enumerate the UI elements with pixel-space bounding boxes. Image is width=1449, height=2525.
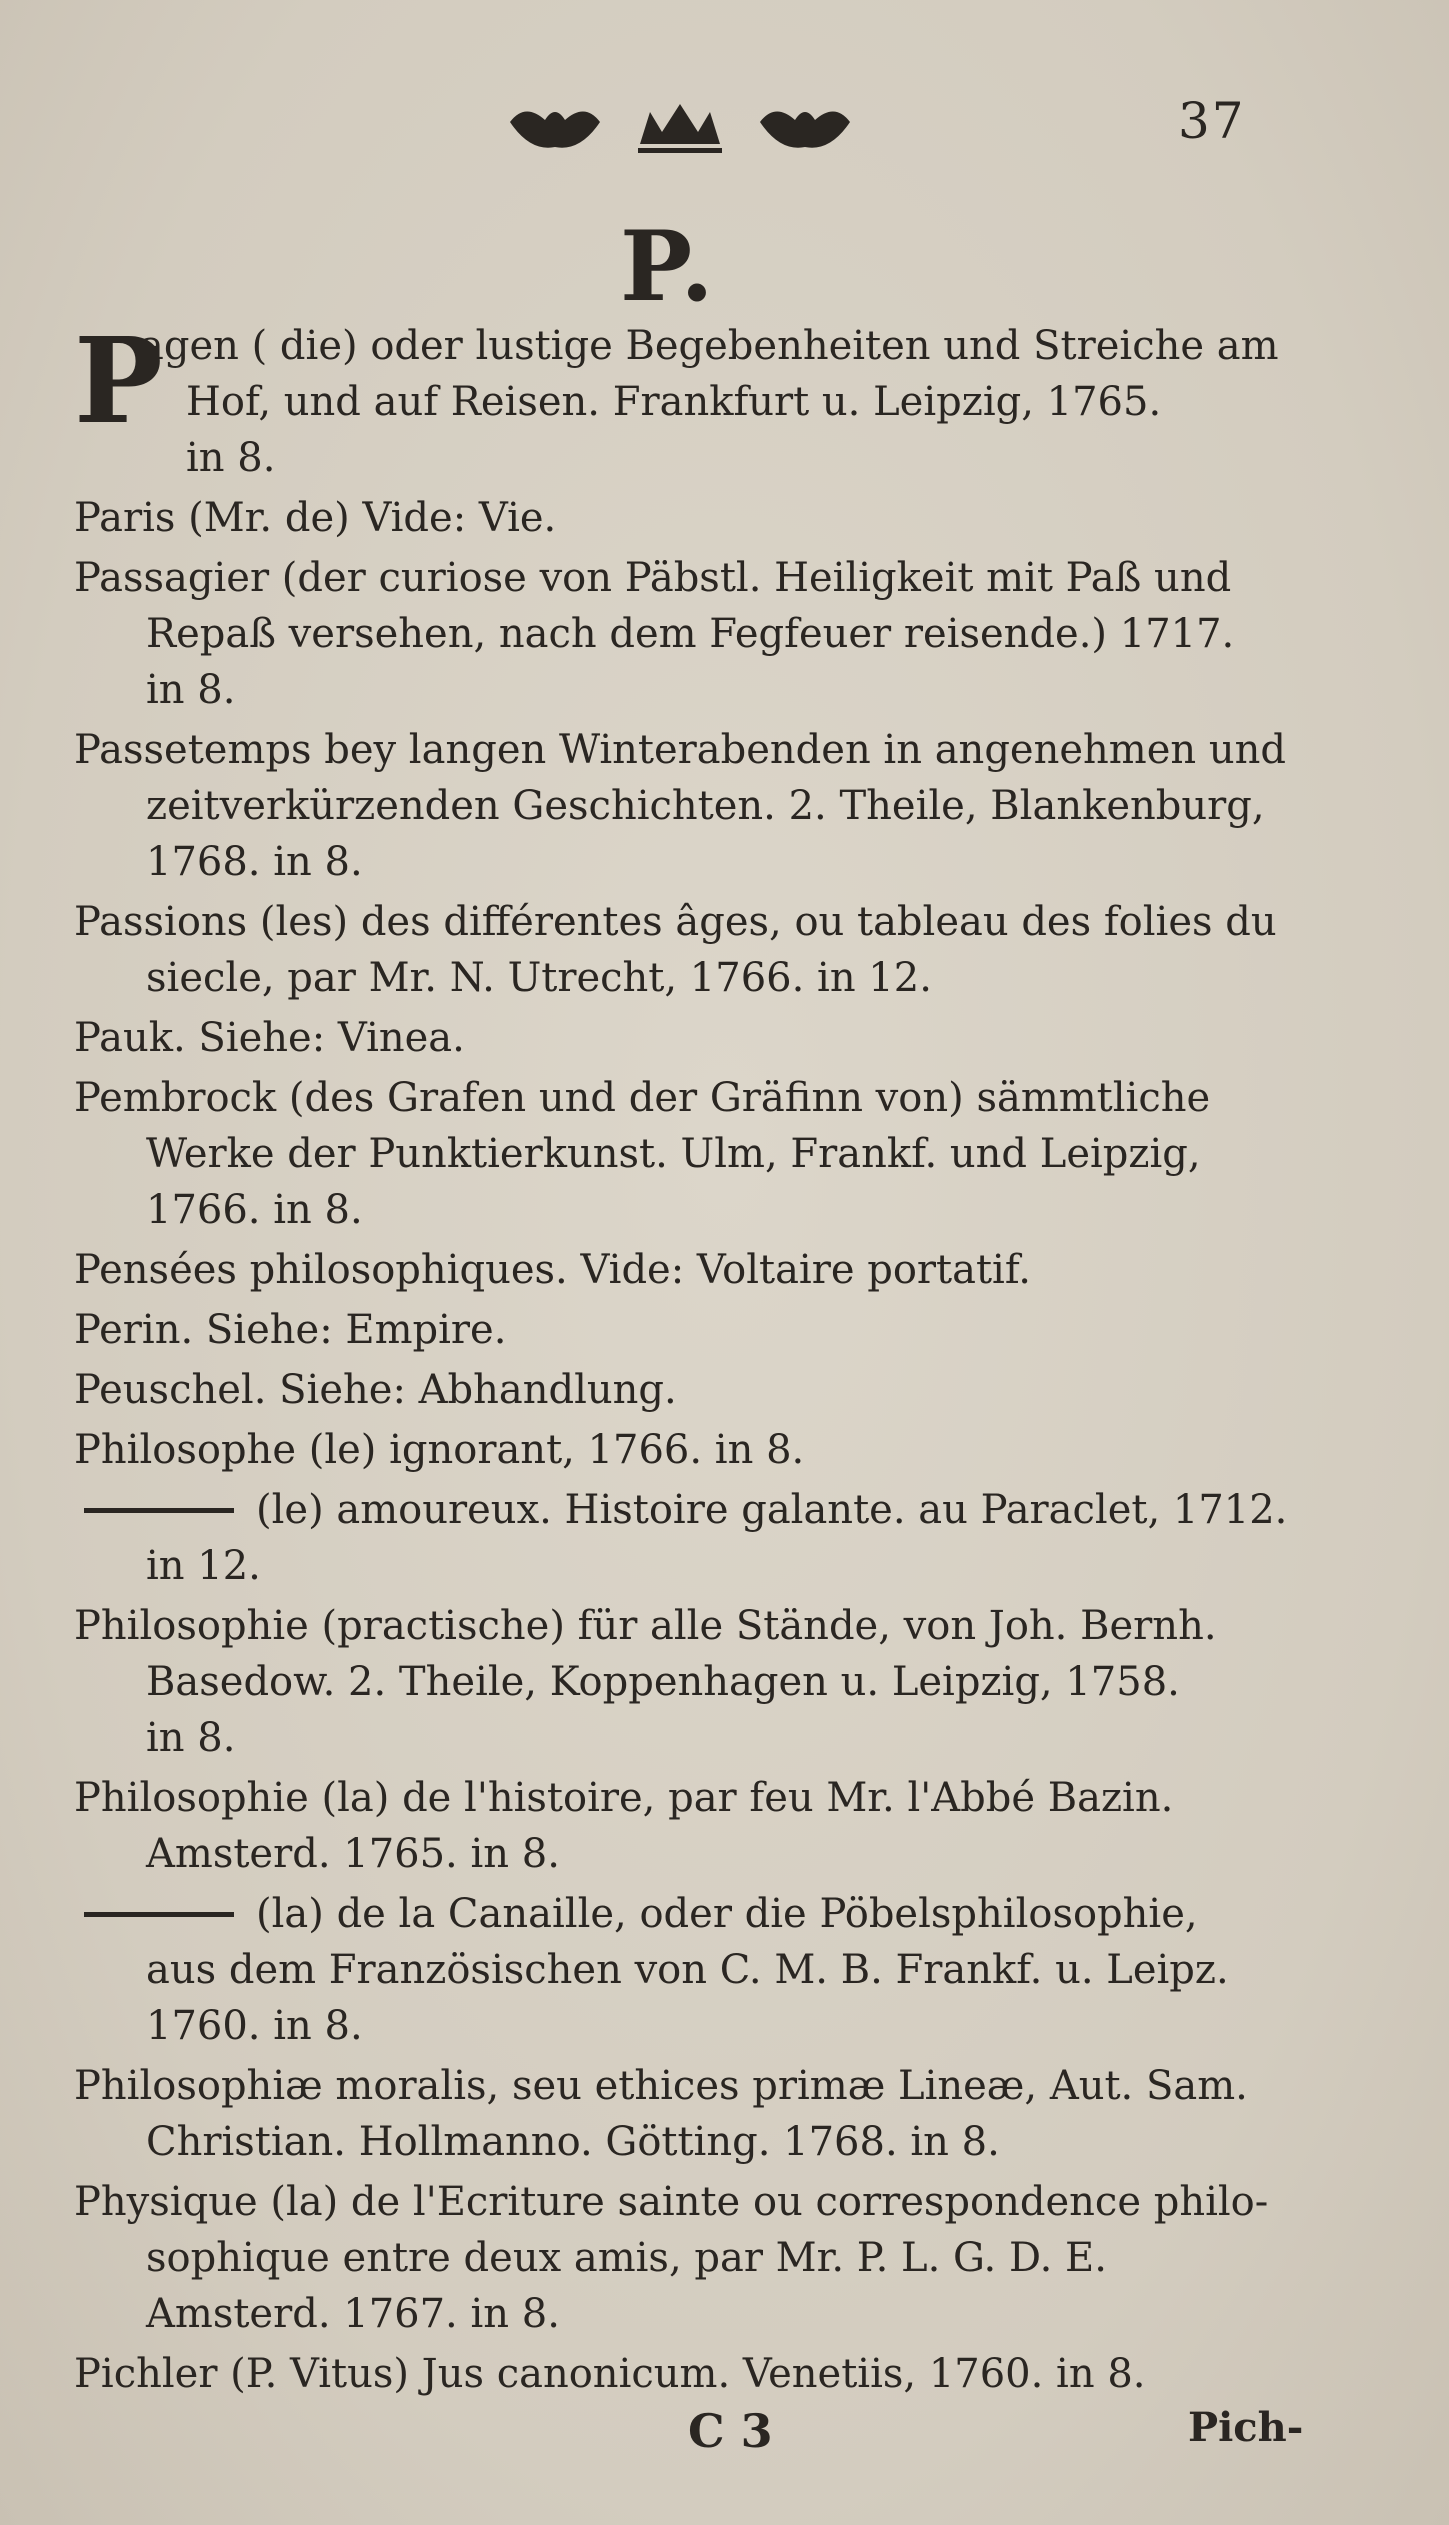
entry-line [74,550,1364,606]
catalog-entries [74,311,1364,2406]
entry-line [74,722,1364,778]
entry-text: 1768. in 8. [146,839,363,885]
drop-initial: P [74,311,163,450]
entry-text: 1760. in 8. [146,2003,363,2049]
entry-text: in 8. [146,667,236,713]
entry-text: siecle, par Mr. N. Utrecht, 1766. in 12. [146,955,932,1001]
entry-line [74,1538,1364,1594]
entry-line [74,490,1364,546]
entry-text: Repaß versehen, nach dem Fegfeuer reisende.) 1717. [146,611,1235,657]
entry-line [74,1886,1364,1942]
catalog-entry [74,722,1364,890]
entry-line [74,2230,1364,2286]
entry-text: Pembrock (des Grafen und der Gräfinn von) sämmtliche [74,1075,1211,1121]
entry-line [74,1770,1364,1826]
signature-mark: C 3 [688,2404,773,2458]
entry-line [74,1482,1364,1538]
entry-text: Passetemps bey langen Winterabenden in angenehmen und [74,727,1286,773]
entry-text: Paris (Mr. de) Vide: Vie. [74,495,557,541]
catalog-entry [74,1886,1364,2054]
entry-text: 1766. in 8. [146,1187,363,1233]
section-letter: P. [620,210,718,323]
entry-text: aus dem Französischen von C. M. B. Frankf. u. Leipz. [146,1947,1229,1993]
entry-line [74,834,1364,890]
entry-text: agen ( die) oder lustige Begebenheiten und Streiche am [140,323,1279,369]
catchword: Pich- [1188,2404,1304,2451]
entry-text: (le) amoureux. Histoire galante. au Paraclet, 1712. [256,1487,1288,1533]
catalog-entry [74,550,1364,718]
entry-line [74,1126,1364,1182]
entry-line [74,2174,1364,2230]
entry-text: Philosophie (la) de l'histoire, par feu Mr. l'Abbé Bazin. [74,1775,1174,1821]
catalog-entry [74,1770,1364,1882]
entry-line [74,1710,1364,1766]
entry-text: Peuschel. Siehe: Abhandlung. [74,1367,677,1413]
entry-line [74,1942,1364,1998]
catalog-entry [74,2058,1364,2170]
entry-text: in 8. [146,1715,236,1761]
catalog-entry [74,1482,1364,1594]
entry-text: Philosophie (practische) für alle Stände, von Joh. Bernh. [74,1603,1217,1649]
entry-line [74,1302,1364,1358]
crown-ornament-icon [500,92,860,162]
catalog-entry [74,311,1364,486]
entry-text: in 8. [186,435,276,481]
catalog-entry [74,1302,1364,1358]
right-ornament-shape [760,111,850,147]
entry-text: Passagier (der curiose von Päbstl. Heiligkeit mit Paß und [74,555,1232,601]
entry-line [74,1998,1364,2054]
entry-line [74,606,1364,662]
catalog-entry [74,2174,1364,2342]
entry-text: Pauk. Siehe: Vinea. [74,1015,465,1061]
page-number: 37 [1178,92,1246,150]
entry-text: Amsterd. 1765. in 8. [146,1831,560,1877]
entry-line [74,2058,1364,2114]
catalog-entry [74,1070,1364,1238]
catalog-entry [74,1422,1364,1478]
entry-line [140,430,1364,486]
entry-text: Philosophe (le) ignorant, 1766. in 8. [74,1427,805,1473]
entry-text: Pensées philosophiques. Vide: Voltaire portatif. [74,1247,1031,1293]
entry-line [140,374,1364,430]
entry-line [74,894,1364,950]
entry-line [74,778,1364,834]
entry-line [74,1242,1364,1298]
entry-text: Werke der Punktierkunst. Ulm, Frankf. und Leipzig, [146,1131,1201,1177]
entry-text: Pichler (P. Vitus) Jus canonicum. Venetiis, 1760. in 8. [74,2351,1146,2397]
entry-text: (la) de la Canaille, oder die Pöbelsphilosophie, [256,1891,1198,1937]
entry-line [74,1422,1364,1478]
entry-line [74,2114,1364,2170]
center-crown-base [638,148,722,153]
entry-line [74,2346,1364,2402]
entry-text: Passions (les) des différentes âges, ou tableau des folies du [74,899,1277,945]
entry-line [74,1182,1364,1238]
catalog-entry [74,1362,1364,1418]
entry-text: in 12. [146,1543,261,1589]
entry-line [74,2286,1364,2342]
entry-line [74,662,1364,718]
entry-line [140,318,1364,374]
entry-text: Philosophiæ moralis, seu ethices primæ Lineæ, Aut. Sam. [74,2063,1248,2109]
catalog-entry [74,490,1364,546]
ditto-dash [84,1508,234,1513]
entry-line [74,1010,1364,1066]
entry-text: sophique entre deux amis, par Mr. P. L. G. D. E. [146,2235,1107,2281]
catalog-entry [74,1598,1364,1766]
left-ornament-shape [510,111,600,147]
entry-text: Amsterd. 1767. in 8. [146,2291,560,2337]
entry-text: Physique (la) de l'Ecriture sainte ou correspondence philo- [74,2179,1269,2225]
entry-text: Hof, und auf Reisen. Frankfurt u. Leipzig, 1765. [186,379,1162,425]
entry-text: Christian. Hollmanno. Götting. 1768. in 8. [146,2119,1000,2165]
entry-line [74,950,1364,1006]
entry-line [74,1654,1364,1710]
ditto-dash [84,1912,234,1917]
entry-text: Basedow. 2. Theile, Koppenhagen u. Leipzig, 1758. [146,1659,1180,1705]
entry-text: Perin. Siehe: Empire. [74,1307,507,1353]
catalog-entry [74,894,1364,1006]
center-crown-shape [640,104,720,144]
entry-line [74,1362,1364,1418]
entry-line [74,1598,1364,1654]
entry-line [74,1826,1364,1882]
entry-line [74,1070,1364,1126]
entry-text: zeitverkürzenden Geschichten. 2. Theile, Blankenburg, [146,783,1265,829]
page-footer [0,2404,1449,2474]
catalog-entry [74,1242,1364,1298]
catalog-entry [74,2346,1364,2402]
catalog-entry [74,1010,1364,1066]
